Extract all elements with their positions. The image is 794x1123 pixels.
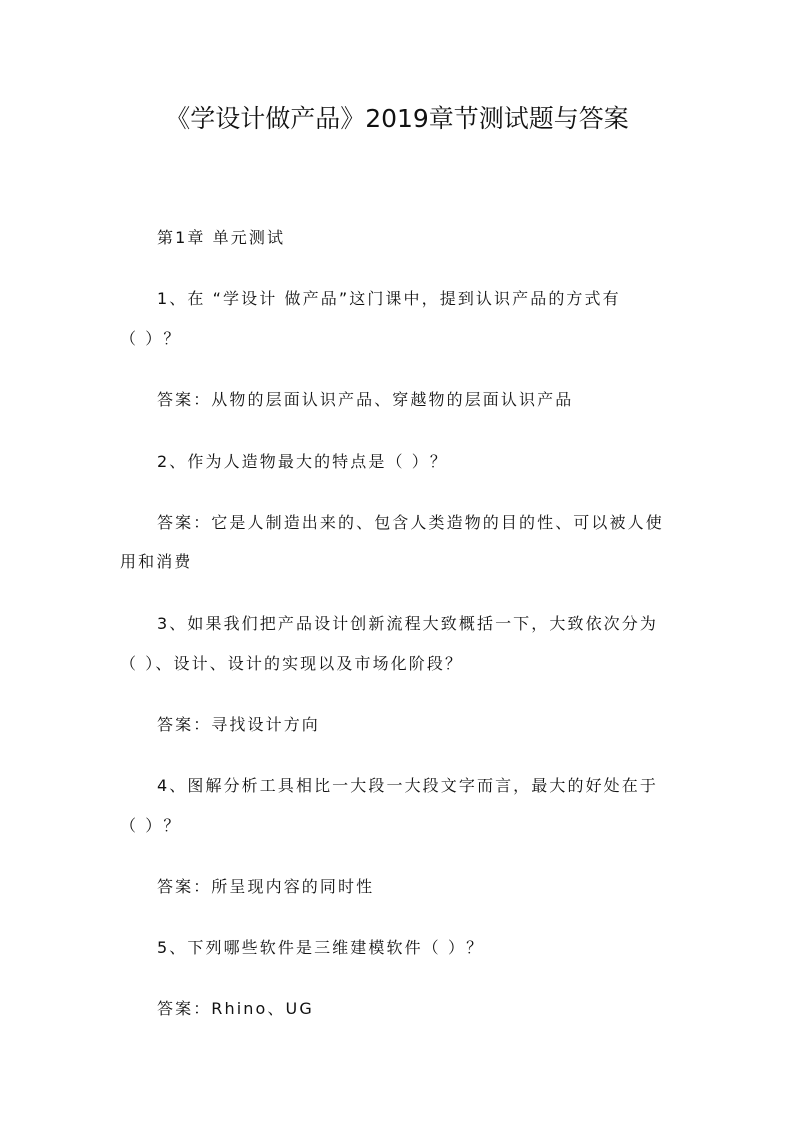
question-4-text-cont: （ ）？ — [120, 816, 182, 835]
question-2-text: 2、作为人造物最大的特点是（ ）？ — [157, 452, 448, 471]
question-5-text: 5、下列哪些软件是三维建模软件（ ）？ — [157, 938, 485, 957]
answer-3: 答案：寻找设计方向 — [157, 715, 320, 734]
question-3-text: 3、如果我们把产品设计创新流程大致概括一下，大致依次分为 — [157, 614, 658, 633]
answer-5: 答案：Rhino、UG — [157, 999, 314, 1018]
chapter-heading: 第1章 单元测试 — [157, 228, 286, 247]
page-title: 《学设计做产品》2019章节测试题与答案 — [165, 104, 629, 133]
answer-4: 答案：所呈现内容的同时性 — [157, 877, 375, 896]
question-1-text: 1、在 “学设计 做产品”这门课中，提到认识产品的方式有 — [157, 289, 621, 308]
question-3-text-cont: （ ）、设计、设计的实现以及市场化阶段？ — [120, 654, 464, 673]
answer-2-cont: 用和消费 — [120, 552, 193, 571]
answer-2: 答案：它是人制造出来的、包含人类造物的目的性、可以被人使 — [157, 513, 664, 532]
question-4-text: 4、图解分析工具相比一大段一大段文字而言，最大的好处在于 — [157, 776, 658, 795]
answer-1: 答案：从物的层面认识产品、穿越物的层面认识产品 — [157, 390, 574, 409]
question-1-text-cont: （ ）？ — [120, 329, 182, 348]
